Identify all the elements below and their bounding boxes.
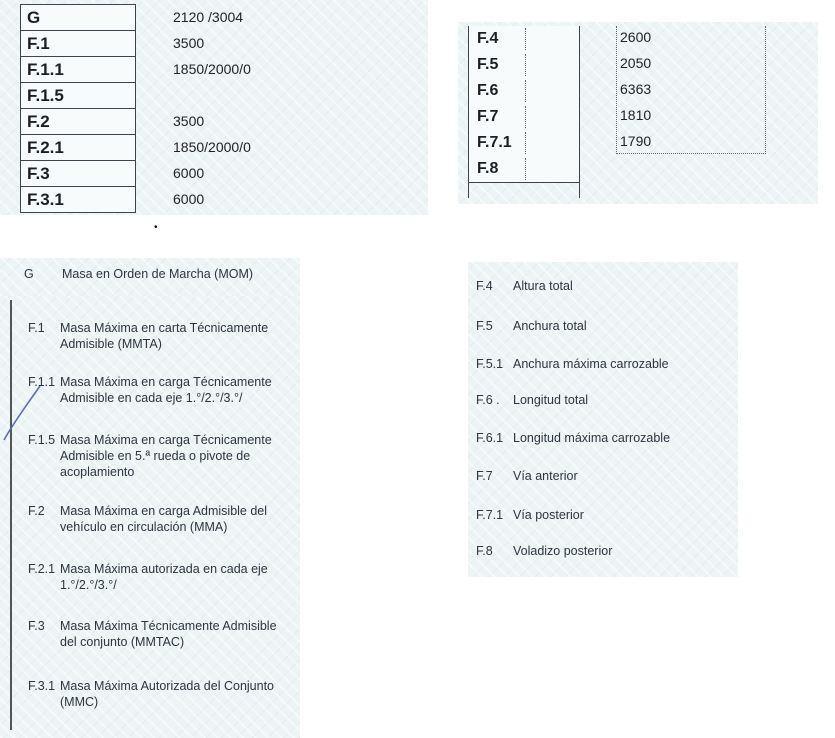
field-code: F.2 [20,108,136,135]
legend-text: Altura total [513,279,573,293]
legend-code: F.2.1 [28,562,56,576]
legend-text: Masa Máxima autorizada en cada eje 1.°/2.°/3.°/ [60,562,268,592]
legend-text: Voladizo posterior [513,544,613,558]
legend-entry-left [28,503,267,535]
legend-code: F.3 [28,619,45,633]
field-value: 2600 [620,29,652,45]
legend-text: Masa Máxima en carga Admisible del vehículo en circulación (MMA) [60,504,268,534]
field-code-label: F.8 [477,160,499,177]
value-dotted-box [616,26,766,154]
legend-code: F.7 [476,469,493,483]
field-value: 1810 [620,107,652,123]
field-code-label: F.5 [477,56,499,73]
field-value: 1850/2000/0 [173,139,251,155]
field-code [468,104,580,131]
field-code [468,78,580,105]
field-code: F.1.5 [20,82,136,109]
legend-text: Masa en Orden de Marcha (MOM) [62,267,254,281]
field-value: 1850/2000/0 [173,61,251,77]
cell-divider [525,158,526,180]
cell-divider [525,106,526,128]
legend-code: F.1.5 [28,433,56,447]
legend-entry-right [476,468,578,484]
legend-text: Vía anterior [513,469,578,483]
cell-divider [525,132,526,154]
field-code: F.3.1 [20,186,136,213]
legend-text: Masa Máxima Técnicamente Admisible del conjunto (MMTAC) [60,619,277,649]
field-value: 3500 [173,113,205,129]
legend-entry-left [28,374,272,406]
field-code-label: F.4 [477,30,499,47]
cell-divider [525,54,526,76]
legend-text: Masa Máxima en carta Técnicamente Admisible (MMTA) [60,321,269,351]
field-value: 6000 [173,165,205,181]
field-code-label: F.7 [477,108,499,125]
legend-entry-left [28,678,274,710]
field-code: F.3 [20,160,136,187]
legend-code: F.1.1 [28,375,56,389]
field-value: 2120 /3004 [173,9,244,25]
field-value: 3500 [173,35,205,51]
field-code-label: F.7.1 [477,134,512,151]
legend-code: F.4 [476,279,493,293]
legend-entry-left [28,320,268,352]
legend-code: F.8 [476,544,493,558]
legend-entry-right [476,543,612,559]
legend-code: F.6.1 [476,431,504,445]
legend-text: Longitud máxima carrozable [513,431,671,445]
legend-text: Anchura máxima carrozable [513,357,669,371]
legend-entry-right [476,278,573,294]
legend-text: Masa Máxima Autorizada del Conjunto (MMC) [60,679,275,709]
left-legend-rule [10,300,12,730]
field-code: F.1 [20,30,136,57]
dot-mark: • [154,222,158,233]
legend-text: Vía posterior [513,508,584,522]
legend-entry-right [476,430,670,446]
field-code: F.2.1 [20,134,136,161]
field-value: 6363 [620,81,652,97]
legend-entry-left [28,432,272,480]
right-table-empty-row [468,182,580,198]
field-value [173,82,393,108]
field-code-label: F.6 [477,82,499,99]
field-code [468,26,580,53]
legend-entry-g [24,266,253,282]
legend-text: Anchura total [513,319,587,333]
legend-code: F.5.1 [476,357,504,371]
cell-divider [525,28,526,50]
legend-entry-left [28,618,277,650]
legend-text: Masa Máxima en carga Técnicamente Admisible en cada eje 1.°/2.°/3.°/ [60,375,272,405]
legend-code: F.5 [476,319,493,333]
field-code: F.1.1 [20,56,136,83]
field-code [468,156,580,183]
field-value [620,154,740,180]
field-code [468,52,580,79]
legend-code: G [24,267,34,281]
legend-code: F.7.1 [476,508,504,522]
legend-text: Longitud total [513,393,589,407]
legend-right-panel [468,262,738,577]
legend-code: F.1 [28,321,45,335]
cell-divider [525,80,526,102]
legend-entry-left [28,561,268,593]
legend-code: F.6 . [476,393,500,407]
field-value: 1790 [620,133,652,149]
legend-entry-right [476,392,588,408]
field-value: 2050 [620,55,652,71]
legend-code: F.2 [28,504,45,518]
legend-entry-right [476,356,669,372]
legend-entry-right [476,507,584,523]
field-code [468,130,580,157]
legend-text: Masa Máxima en carga Técnicamente Admisible en 5.ª rueda o pivote de acoplamiento [60,433,272,479]
field-value: 6000 [173,191,205,207]
legend-code: F.3.1 [28,679,56,693]
legend-entry-right [476,318,587,334]
field-code: G [20,4,136,31]
